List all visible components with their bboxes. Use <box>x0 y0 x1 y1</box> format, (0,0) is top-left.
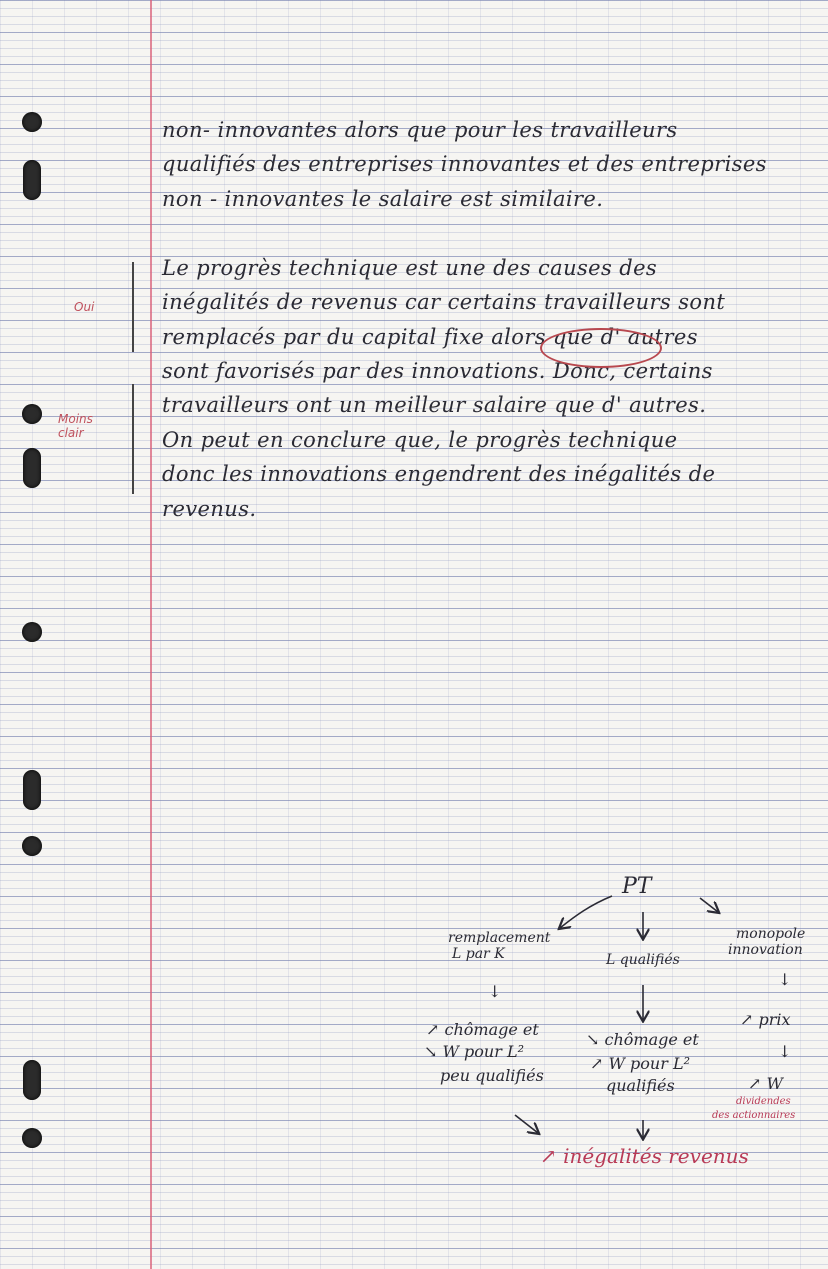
right-branch-effect: ↗ prix <box>740 1010 791 1029</box>
middle-branch-effect: qualifiés <box>606 1076 675 1095</box>
left-branch-title: L par K <box>452 946 505 962</box>
margin-note-moins-clair: Moins clair <box>58 412 93 440</box>
right-branch-effect: ↗ W <box>748 1074 783 1093</box>
middle-branch-effect: ↘ chômage et <box>586 1030 699 1049</box>
diagram-result: ↗ inégalités revenus <box>540 1144 749 1168</box>
paragraph1-line: non - innovantes le salaire est similaire. <box>162 187 604 211</box>
left-branch-effect: ↘ W pour L² <box>424 1042 524 1061</box>
paragraph2-line: inégalités de revenus car certains travailleurs sont <box>162 290 726 314</box>
paragraph2-line: remplacés par du capital fixe alors que d' autres <box>162 325 698 349</box>
right-branch-arrow: ↓ <box>778 970 792 989</box>
paragraph2-line: donc les innovations engendrent des inégalités de <box>162 462 716 486</box>
right-branch-title: innovation <box>728 942 803 958</box>
paragraph2-line: revenus. <box>162 497 257 521</box>
arrow-left-to-result <box>515 1115 538 1133</box>
middle-branch-effect: ↗ W pour L² <box>590 1054 690 1073</box>
right-branch-red-note: des actionnaires <box>712 1110 796 1121</box>
right-branch-title: monopole <box>736 926 806 942</box>
left-branch-title: remplacement <box>448 930 551 946</box>
right-branch-red-note: dividendes <box>736 1096 791 1107</box>
left-branch-effect: ↗ chômage et <box>426 1020 539 1039</box>
paragraph2-line: Le progrès technique est une des causes des <box>162 256 658 280</box>
paragraph1-line: qualifiés des entreprises innovantes et des entreprises <box>162 152 767 176</box>
diagram-root-pt: PT <box>622 874 652 899</box>
paragraph2-line: sont favorisés par des innovations. Donc, certains <box>162 359 713 383</box>
paragraph2-line: On peut en conclure que, le progrès technique <box>162 428 678 452</box>
right-branch-arrow: ↓ <box>778 1042 792 1061</box>
paragraph2-line: travailleurs ont un meilleur salaire que d' autres. <box>162 393 707 417</box>
left-branch-effect: peu qualifiés <box>440 1066 544 1085</box>
arrow-pt-to-right <box>700 898 718 912</box>
margin-note-oui: Oui <box>74 300 95 314</box>
paragraph1-line: non- innovantes alors que pour les travailleurs <box>162 118 678 142</box>
middle-branch-title: L qualifiés <box>606 952 680 968</box>
arrow-pt-to-left <box>560 896 612 928</box>
left-branch-arrow: ↓ <box>488 982 502 1001</box>
